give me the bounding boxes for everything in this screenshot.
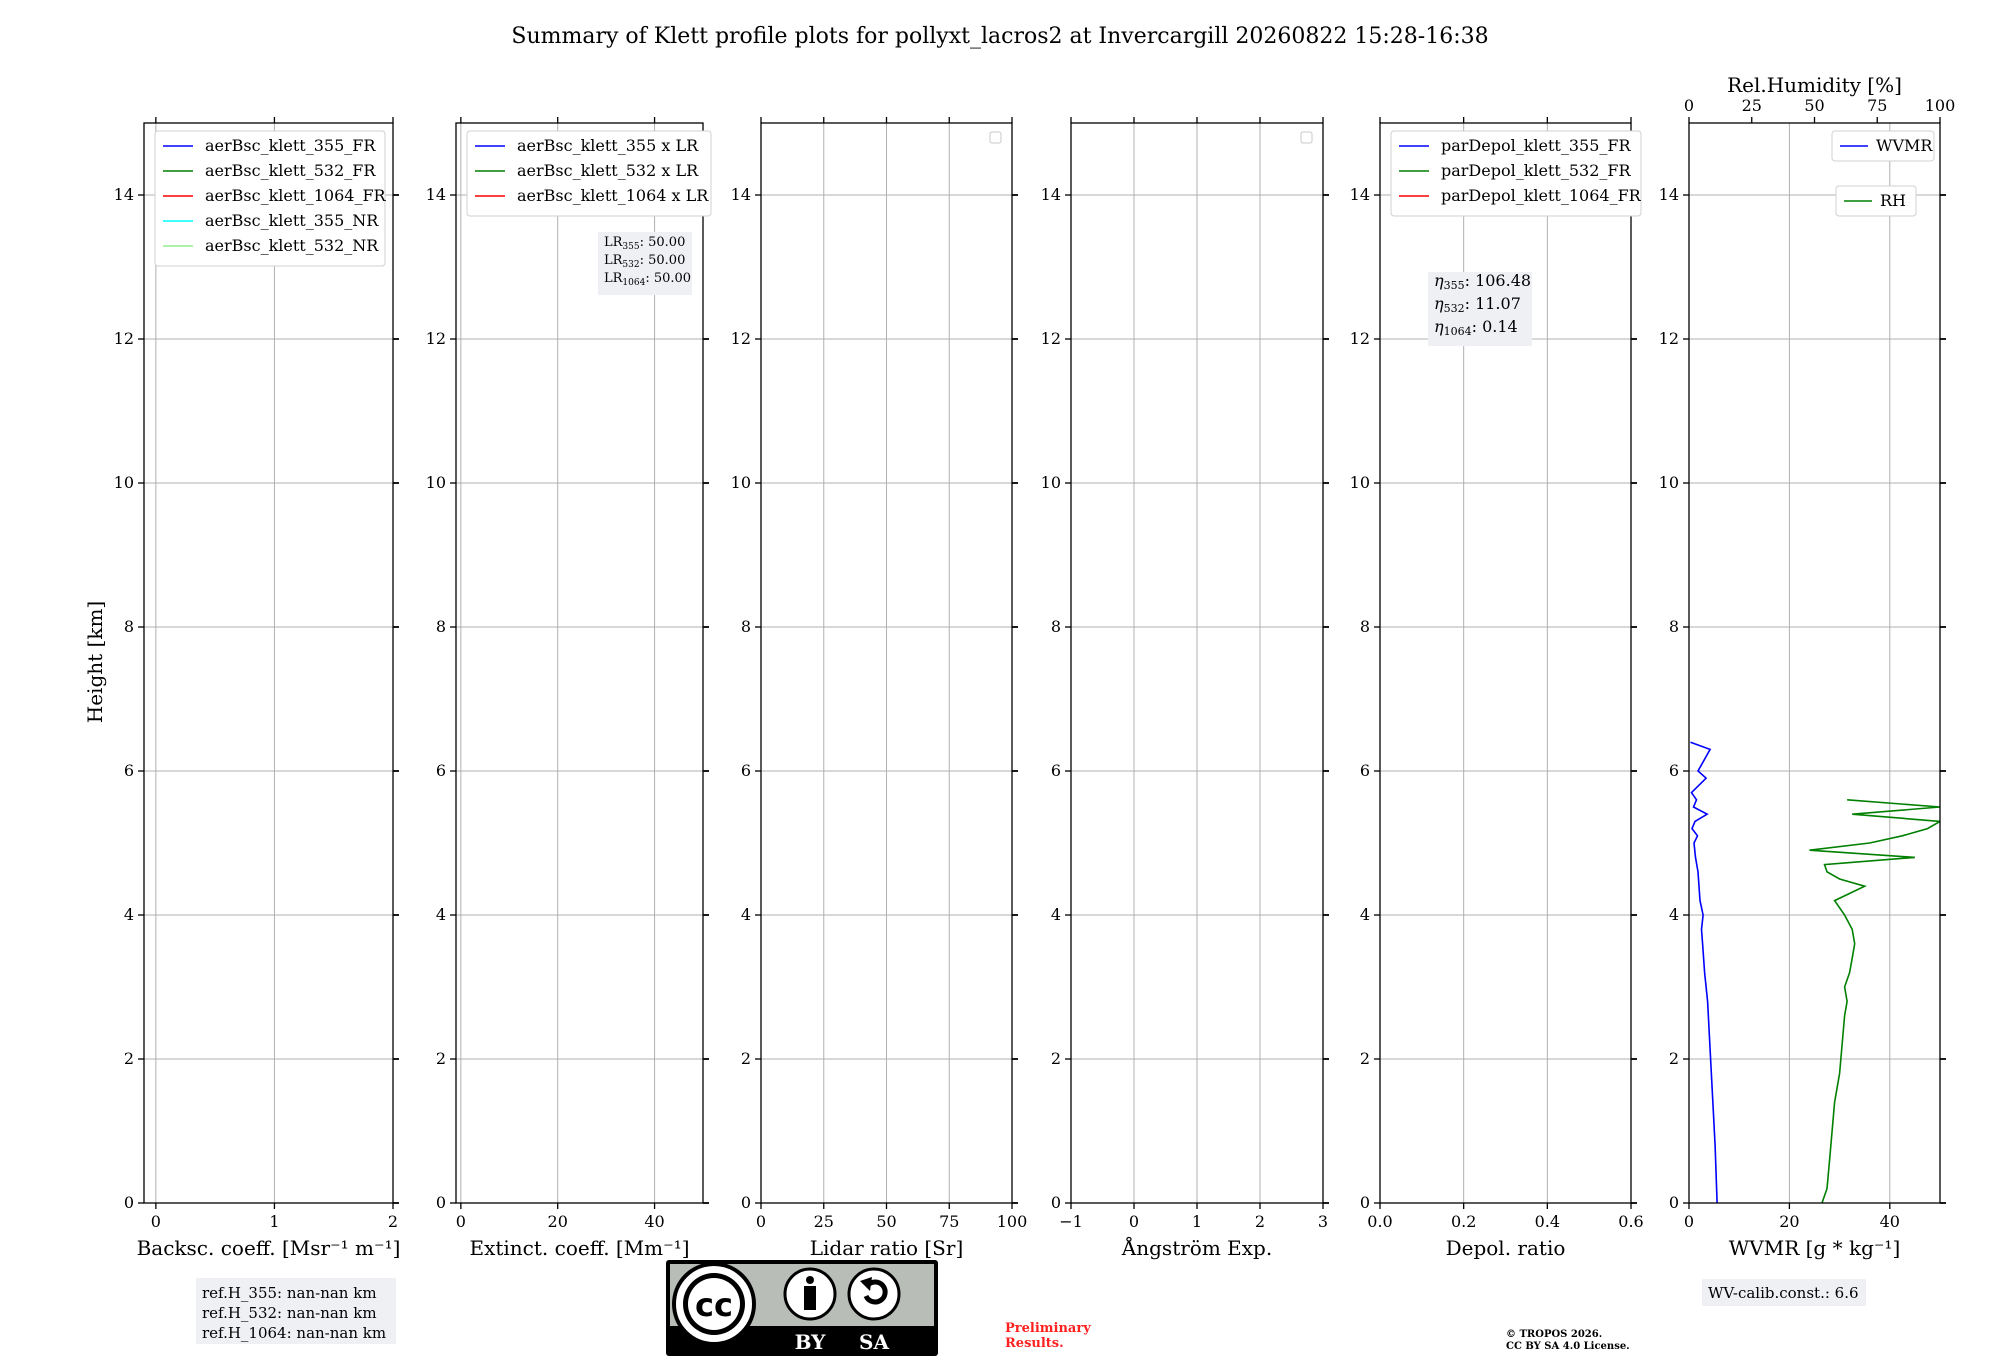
y-tick-label: 2 xyxy=(123,1049,134,1068)
plot-frame xyxy=(1689,123,1940,1203)
legend-label: aerBsc_klett_532_FR xyxy=(205,161,376,180)
x-tick-label: 0.2 xyxy=(1450,1212,1477,1231)
y-tick-label: 0 xyxy=(1359,1193,1370,1212)
annotation-box xyxy=(598,232,692,295)
legend-wvmr xyxy=(1832,131,1934,161)
ref-height-1064: ref.H_1064: nan-nan km xyxy=(202,1324,387,1342)
legend xyxy=(155,131,387,266)
y-tick-label: 6 xyxy=(1359,761,1370,780)
x-tick-label: 20 xyxy=(547,1212,568,1231)
legend-label: parDepol_klett_355_FR xyxy=(1441,136,1631,155)
copyright-line1: © TROPOS 2026. xyxy=(1506,1329,1603,1340)
annotation-symbol: η xyxy=(1434,317,1444,336)
y-tick-label: 6 xyxy=(740,761,751,780)
annotation-symbol: LR xyxy=(604,271,623,286)
y-tick-label: 10 xyxy=(1658,473,1679,492)
y-tick-label: 4 xyxy=(740,905,751,924)
y-tick-label: 14 xyxy=(730,185,751,204)
y-tick-label: 4 xyxy=(1050,905,1061,924)
panel-5 xyxy=(1350,117,1644,1260)
x-tick-label: 0 xyxy=(755,1212,767,1231)
license-by-label: BY xyxy=(794,1330,826,1354)
y-tick-label: 2 xyxy=(435,1049,446,1068)
y-tick-label: 8 xyxy=(1668,617,1679,636)
x-tick-label: 3 xyxy=(1317,1212,1329,1231)
annotation-box xyxy=(1428,271,1532,346)
y-tick-label: 14 xyxy=(1040,185,1061,204)
plot-frame xyxy=(144,123,393,1203)
y-tick-label: 12 xyxy=(1658,329,1679,348)
y-tick-label: 12 xyxy=(1349,329,1370,348)
y-tick-label: 4 xyxy=(123,905,134,924)
rh-series-line xyxy=(1810,800,1941,1203)
x-tick-label: 40 xyxy=(644,1212,665,1231)
x-tick-label: 100 xyxy=(996,1212,1028,1231)
empty-legend xyxy=(1301,132,1312,143)
y-tick-label: 8 xyxy=(123,617,134,636)
y-tick-label: 0 xyxy=(1050,1193,1061,1212)
preliminary-note-line2: Results. xyxy=(1005,1336,1064,1351)
y-tick-label: 6 xyxy=(435,761,446,780)
top-x-tick-label: 25 xyxy=(1741,96,1762,115)
y-tick-label: 14 xyxy=(1658,185,1679,204)
y-tick-label: 10 xyxy=(113,473,134,492)
x-tick-label: 40 xyxy=(1879,1212,1900,1231)
legend-label: aerBsc_klett_532_NR xyxy=(205,236,379,255)
wv-calibration-box xyxy=(1702,1279,1866,1306)
license-sa-label: SA xyxy=(859,1330,889,1354)
legend-rh xyxy=(1836,186,1916,216)
x-axis-label: Extinct. coeff. [Mm⁻¹] xyxy=(469,1236,690,1260)
legend-label: WVMR xyxy=(1876,136,1933,155)
x-tick-label: 0.0 xyxy=(1367,1212,1393,1231)
annotation-subscript: 532 xyxy=(1443,302,1465,315)
x-tick-label: 2 xyxy=(387,1212,399,1231)
panels xyxy=(114,73,1956,1260)
annotation-value: : 50.00 xyxy=(645,271,692,286)
reference-height-box xyxy=(196,1278,396,1344)
x-tick-label: 0 xyxy=(455,1212,466,1231)
annotation-subscript: 1064 xyxy=(622,278,646,288)
x-tick-label: 0.6 xyxy=(1618,1212,1644,1231)
x-axis-label: Backsc. coeff. [Msr⁻¹ m⁻¹] xyxy=(136,1236,401,1260)
y-tick-label: 0 xyxy=(1668,1193,1679,1212)
y-tick-label: 4 xyxy=(1359,905,1370,924)
y-tick-label: 10 xyxy=(1349,473,1370,492)
legend-label: parDepol_klett_532_FR xyxy=(1441,161,1631,180)
legend-label: aerBsc_klett_355 x LR xyxy=(517,136,699,155)
y-tick-label: 14 xyxy=(113,185,134,204)
y-tick-label: 12 xyxy=(1040,329,1061,348)
y-tick-label: 12 xyxy=(113,329,134,348)
annotation-subscript: 355 xyxy=(622,242,640,252)
legend-label: RH xyxy=(1880,191,1906,210)
copyright-line2: CC BY SA 4.0 License. xyxy=(1506,1341,1630,1352)
x-tick-label: 0 xyxy=(150,1212,161,1231)
x-tick-label: 1 xyxy=(1191,1212,1203,1231)
annotation-line xyxy=(604,253,685,270)
panel-3 xyxy=(731,117,1028,1260)
top-x-tick-label: 50 xyxy=(1804,96,1825,115)
x-axis-label: Lidar ratio [Sr] xyxy=(809,1236,964,1260)
legend-label: aerBsc_klett_532 x LR xyxy=(517,161,699,180)
y-tick-label: 10 xyxy=(1040,473,1061,492)
annotation-symbol: LR xyxy=(604,253,623,268)
annotation-value: : 106.48 xyxy=(1464,271,1532,290)
annotation-subscript: 1064 xyxy=(1443,325,1472,338)
y-axis-label: Height [km] xyxy=(83,600,107,724)
x-tick-label: 2 xyxy=(1254,1212,1266,1231)
x-tick-label: −1 xyxy=(1059,1212,1083,1231)
annotation-value: : 11.07 xyxy=(1464,294,1521,313)
x-tick-label: 1 xyxy=(269,1212,280,1231)
y-tick-label: 8 xyxy=(740,617,751,636)
x-axis-label: Ångström Exp. xyxy=(1121,1236,1273,1260)
x-tick-label: 50 xyxy=(876,1212,897,1231)
y-tick-label: 12 xyxy=(730,329,751,348)
annotation-subscript: 532 xyxy=(622,260,640,270)
y-tick-label: 10 xyxy=(425,473,446,492)
annotation-line xyxy=(604,271,691,288)
y-tick-label: 8 xyxy=(1050,617,1061,636)
y-tick-label: 12 xyxy=(425,329,446,348)
figure-title: Summary of Klett profile plots for pollyxt_lacros2 at Invercargill 20260822 15:28-16:38 xyxy=(511,24,1489,49)
x-tick-label: 25 xyxy=(813,1212,834,1231)
y-tick-label: 2 xyxy=(1359,1049,1370,1068)
cc-license-badge xyxy=(666,1260,938,1356)
y-tick-label: 2 xyxy=(740,1049,751,1068)
x-axis-label: Depol. ratio xyxy=(1445,1236,1566,1260)
ref-height-532: ref.H_532: nan-nan km xyxy=(202,1304,377,1322)
top-x-tick-label: 0 xyxy=(1683,96,1695,115)
legend-label: aerBsc_klett_1064_FR xyxy=(205,186,386,205)
annotation-subscript: 355 xyxy=(1443,279,1465,292)
empty-legend xyxy=(990,132,1001,143)
y-tick-label: 14 xyxy=(425,185,446,204)
x-tick-label: 20 xyxy=(1779,1212,1800,1231)
annotation-symbol: LR xyxy=(604,235,623,250)
x-tick-label: 0.4 xyxy=(1534,1212,1561,1231)
legend-label: aerBsc_klett_355_FR xyxy=(205,136,376,155)
y-tick-label: 2 xyxy=(1668,1049,1679,1068)
y-tick-label: 2 xyxy=(1050,1049,1061,1068)
x-axis-label: WVMR [g * kg⁻¹] xyxy=(1728,1236,1901,1260)
annotation-value: : 50.00 xyxy=(639,253,686,268)
y-tick-label: 8 xyxy=(1359,617,1370,636)
ref-height-355: ref.H_355: nan-nan km xyxy=(202,1284,377,1302)
panel-1 xyxy=(114,117,401,1260)
annotation-value: : 0.14 xyxy=(1471,317,1518,336)
preliminary-note-line1: Preliminary xyxy=(1005,1321,1091,1336)
legend xyxy=(1391,131,1642,216)
y-tick-label: 6 xyxy=(123,761,134,780)
top-x-tick-label: 75 xyxy=(1867,96,1888,115)
panel-4 xyxy=(1041,117,1329,1260)
y-tick-label: 6 xyxy=(1668,761,1679,780)
y-tick-label: 4 xyxy=(1668,905,1679,924)
cc-logo-text: cc xyxy=(695,1286,733,1324)
x-tick-label: 0 xyxy=(1683,1212,1695,1231)
x-tick-label: 0 xyxy=(1128,1212,1140,1231)
x-tick-label: 75 xyxy=(939,1212,960,1231)
y-tick-label: 0 xyxy=(123,1193,134,1212)
legend-label: aerBsc_klett_1064 x LR xyxy=(517,186,709,205)
annotation-value: : 50.00 xyxy=(639,235,686,250)
top-x-tick-label: 100 xyxy=(1924,96,1956,115)
y-tick-label: 6 xyxy=(1050,761,1061,780)
y-tick-label: 14 xyxy=(1349,185,1370,204)
wv-calibration-constant: WV-calib.const.: 6.6 xyxy=(1708,1284,1859,1302)
legend-label: aerBsc_klett_355_NR xyxy=(205,211,379,230)
y-tick-label: 4 xyxy=(435,905,446,924)
annotation-symbol: η xyxy=(1434,294,1444,313)
top-axis-label: Rel.Humidity [%] xyxy=(1727,73,1902,97)
panel-6 xyxy=(1659,73,1956,1260)
wvmr-series-line xyxy=(1691,742,1718,1203)
y-tick-label: 10 xyxy=(730,473,751,492)
share-alike-icon xyxy=(849,1269,899,1319)
y-tick-label: 0 xyxy=(740,1193,751,1212)
legend-label: parDepol_klett_1064_FR xyxy=(1441,186,1641,205)
annotation-symbol: η xyxy=(1434,271,1444,290)
annotation-line xyxy=(604,235,685,252)
legend xyxy=(467,131,711,216)
panel-2 xyxy=(426,117,711,1260)
y-tick-label: 0 xyxy=(435,1193,446,1212)
y-tick-label: 8 xyxy=(435,617,446,636)
